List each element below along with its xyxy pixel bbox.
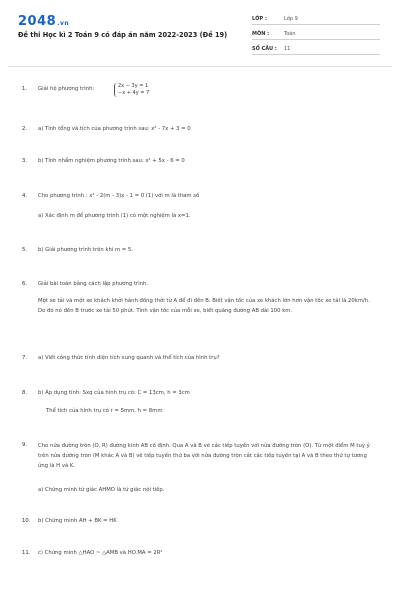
question-number: 5.: [22, 247, 28, 253]
question-number: 4.: [22, 193, 28, 199]
question-subtext: Thể tích của hình trụ có r = 5mm, h = 8mm: [46, 408, 163, 414]
question-text: b) Giải phương trình trên khi m = 5.: [38, 247, 133, 253]
meta-count-value: 11: [284, 46, 291, 52]
question-subtext: Một xe tải và một xe khách khởi hành đồng thời từ A để đi đến B. Biết vận tốc của xe khách lớn hơn vận tốc xe tải là 20km/h. Do đó nó đến B trước xe tải 50 phút. Tính vận tốc của mỗi xe, biết quãng đường AB dài 100 km.: [38, 298, 370, 314]
question-number: 7.: [22, 355, 28, 361]
equation-line: 2x − 3y = 1: [118, 83, 149, 89]
logo-suffix: .vn: [57, 20, 70, 27]
question-number: 3.: [22, 158, 28, 164]
header-divider: [8, 66, 392, 67]
meta-divider: [252, 39, 380, 40]
meta-class-value: Lớp 9: [284, 16, 298, 22]
question-text: Giải bài toán bằng cách lập phương trình.: [38, 281, 149, 287]
question-text: b) Chứng minh AH + BK = HK: [38, 518, 117, 524]
question-text: Cho nửa đường tròn (O, R) đường kính AB cố định. Qua A và B vẽ các tiếp tuyến với nửa đường tròn (O). Từ một điểm M tuỳ ý trên nửa đường tròn (M khác A và B) vẽ tiếp tuyến thứ ba với nửa đường tròn cắt các tiếp tuyến tại A và B theo thứ tự tương ứng là H và K.: [38, 443, 370, 469]
question-number: 11.: [22, 550, 31, 556]
meta-divider: [252, 54, 380, 55]
question-text: Giải hệ phương trình:: [38, 86, 95, 92]
equation-system: [118, 83, 149, 97]
question-text: Cho phương trình : x² - 2(m - 3)x - 1 = 0 (1) với m là tham số: [38, 193, 200, 199]
meta-class-label: LỚP :: [252, 16, 267, 22]
equation-line: −x + 4y = 7: [118, 90, 150, 96]
site-logo[interactable]: [18, 14, 69, 29]
question-number: 2.: [22, 126, 28, 132]
question-number: 10.: [22, 518, 31, 524]
question-text: c) Chứng minh △HAO ~ △AMB và HO.MA = 2R²: [38, 550, 163, 556]
question-subtext: a) Chứng minh tứ giác AHMO là tứ giác nội tiếp.: [38, 487, 165, 493]
question-number: 6.: [22, 281, 28, 287]
question-text: a) Viết công thức tính diện tích xung quanh và thể tích của hình trụ?: [38, 355, 220, 361]
logo-text: 2048: [18, 14, 57, 29]
question-number: 8.: [22, 390, 28, 396]
question-number: 9.: [22, 442, 28, 448]
page-header: [0, 0, 400, 70]
question-text: b) Tính nhẩm nghiệm phương trình sau: x² + 5x - 6 = 0: [38, 158, 185, 164]
question-subtext: a) Xác định m để phương trình (1) có một nghiệm là x=1.: [38, 213, 191, 219]
question-text: b) Áp dụng tính: Sxq của hình trụ có: C = 13cm, h = 3cm: [38, 390, 190, 396]
meta-subject-label: MÔN :: [252, 31, 270, 37]
question-text: a) Tính tổng và tích của phương trình sau: x² - 7x + 3 = 0: [38, 126, 191, 132]
document-title: Đề thi Học kì 2 Toán 9 có đáp án năm 2022-2023 (Đề 19): [18, 31, 228, 39]
question-number: 1.: [22, 86, 28, 92]
meta-divider: [252, 24, 380, 25]
meta-count-label: SỐ CÂU :: [252, 46, 277, 52]
meta-subject-value: Toán: [284, 31, 296, 37]
